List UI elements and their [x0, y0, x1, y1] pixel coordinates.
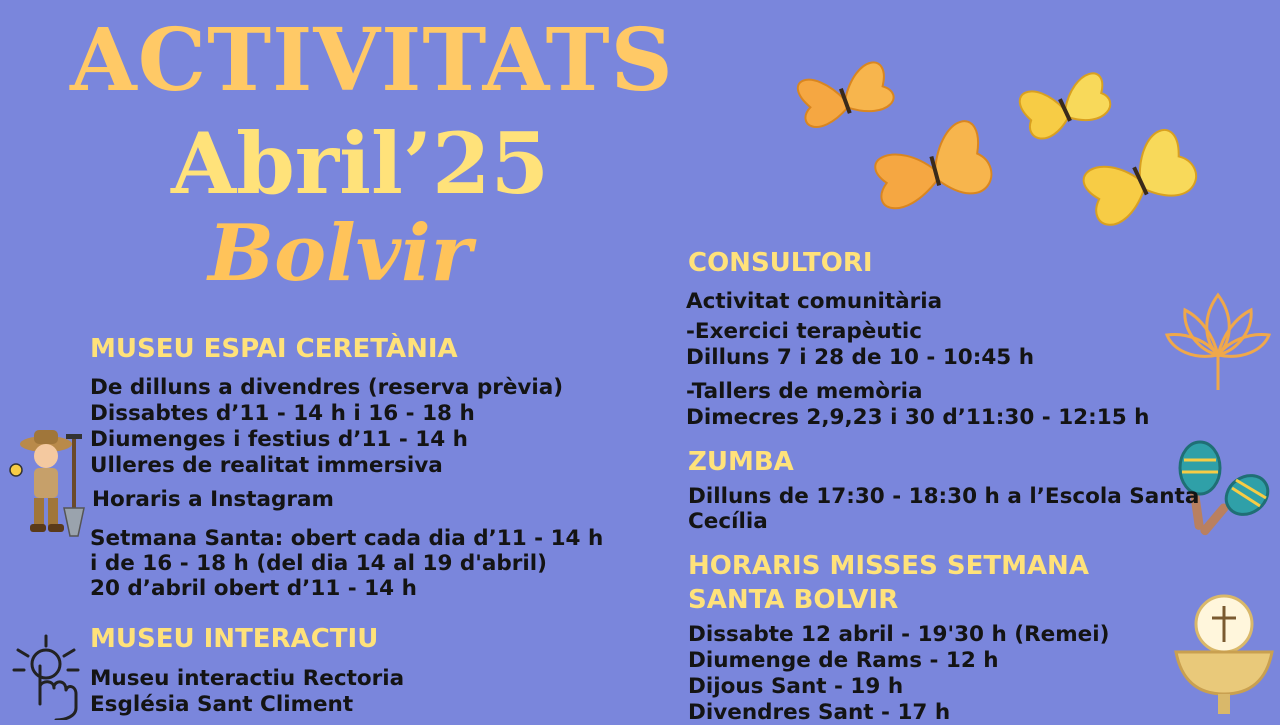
museu-ceretania-line: Horaris a Instagram [92, 487, 334, 512]
misses-line: Divendres Sant - 17 h [688, 700, 951, 725]
butterfly-icon [1076, 124, 1202, 230]
consultori-line: -Tallers de memòria [686, 379, 923, 404]
zumba-line: Dilluns de 17:30 - 18:30 h a l’Escola Santa [688, 484, 1200, 509]
zumba-line: Cecília [688, 509, 768, 534]
misses-line: Dijous Sant - 19 h [688, 674, 904, 699]
consultori-line: -Exercici terapèutic [686, 319, 923, 344]
misses-line: Diumenge de Rams - 12 h [688, 648, 999, 673]
museu-ceretania-line: Dissabtes d’11 - 14 h i 16 - 18 h [90, 401, 475, 426]
museu-ceretania-line: De dilluns a divendres (reserva prèvia) [90, 375, 564, 400]
heading-consultori: CONSULTORI [688, 248, 873, 278]
museu-interactiu-line: Església Sant Climent [90, 692, 354, 717]
museu-ceretania-line: 20 d’abril obert d’11 - 14 h [90, 576, 417, 601]
consultori-line: Activitat comunitària [686, 289, 943, 314]
tap-hand-icon [10, 632, 85, 720]
butterfly-icon [1015, 61, 1116, 146]
title-activitats: ACTIVITATS [70, 10, 674, 111]
misses-line: Dissabte 12 abril - 19'30 h (Remei) [688, 622, 1110, 647]
butterfly-icon [868, 117, 996, 217]
title-month: Abril’25 [170, 114, 550, 213]
heading-museu-ceretania: MUSEU ESPAI CERETÀNIA [90, 334, 458, 364]
museu-ceretania-line: Diumenges i festius d’11 - 14 h [90, 427, 468, 452]
heading-misses: HORARIS MISSES SETMANA [688, 551, 1089, 581]
explorer-kid-icon [8, 428, 90, 540]
museu-ceretania-line: Ulleres de realitat immersiva [90, 453, 443, 478]
consultori-line: Dilluns 7 i 28 de 10 - 10:45 h [686, 345, 1035, 370]
title-town: Bolvir [208, 208, 472, 299]
heading-zumba: ZUMBA [688, 447, 794, 477]
butterflies-icon [790, 45, 1220, 245]
lotus-icon [1163, 280, 1273, 395]
butterfly-icon [793, 53, 897, 135]
museu-ceretania-line: Setmana Santa: obert cada dia d’11 - 14 h [90, 526, 604, 551]
museu-interactiu-line: Museu interactiu Rectoria [90, 666, 405, 691]
heading-misses-line2: SANTA BOLVIR [688, 585, 899, 615]
consultori-line: Dimecres 2,9,23 i 30 d’11:30 - 12:15 h [686, 405, 1150, 430]
heading-museu-interactiu: MUSEU INTERACTIU [90, 624, 379, 654]
chalice-icon [1170, 592, 1278, 720]
museu-ceretania-line: i de 16 - 18 h (del dia 14 al 19 d'abril) [90, 551, 547, 576]
